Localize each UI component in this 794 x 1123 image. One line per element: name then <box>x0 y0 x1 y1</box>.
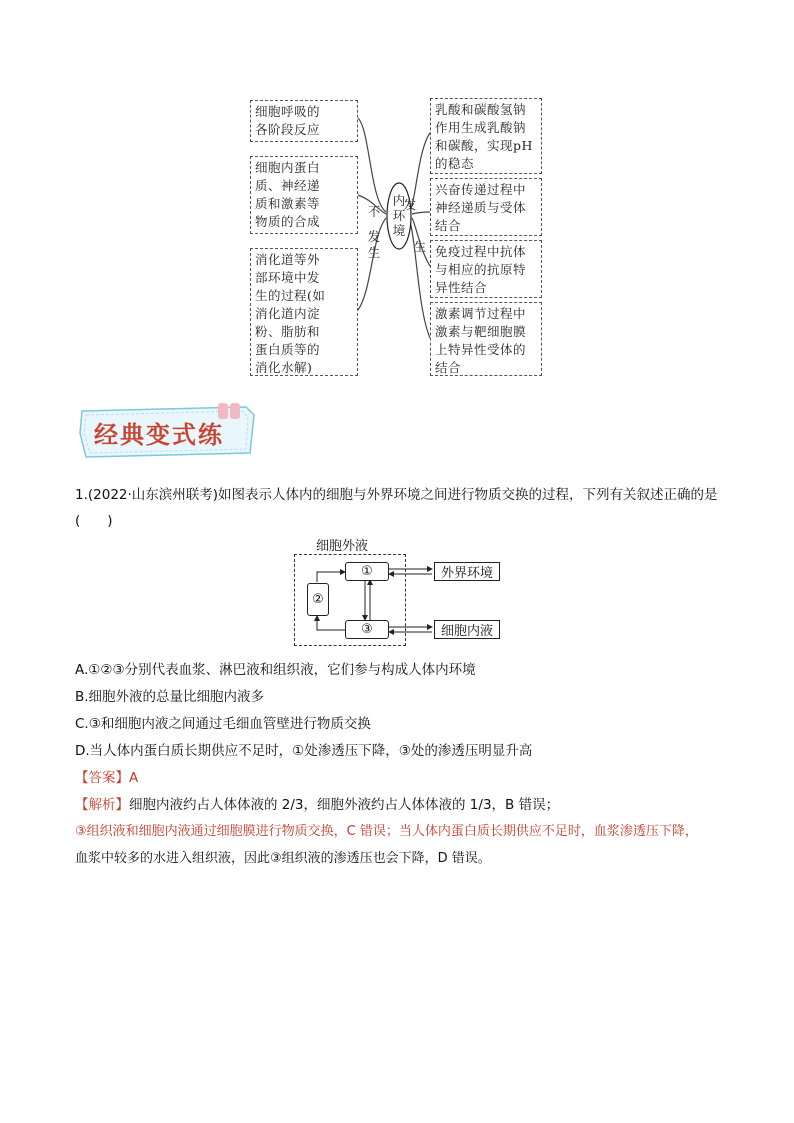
answer-label: 【答案】 <box>75 770 129 786</box>
intracellular-fluid-box: 细胞内液 <box>434 620 500 639</box>
right-label-char: 发 <box>403 197 417 212</box>
analysis-text: ③组织液和细胞内液通过细胞膜进行物质交换，C 错误；当人体内蛋白质长期供应不足时，血浆渗透压下降， <box>75 824 698 839</box>
mindmap-right-item: 乳酸和碳酸氢钠 作用生成乳酸钠 和碳酸，实现pH 的稳态 <box>430 98 542 174</box>
center-char: 境 <box>392 223 406 238</box>
center-char: 内 <box>392 193 406 208</box>
answer-line <box>75 769 138 787</box>
answer-value: A <box>129 770 139 786</box>
left-label-char: 发 <box>367 229 381 244</box>
extracellular-label: 细胞外液 <box>316 539 369 554</box>
mindmap-right-item: 免疫过程中抗体 与相应的抗原特 异性结合 <box>430 240 542 298</box>
option-c: C.③和细胞内液之间通过毛细血管壁进行物质交换 <box>75 716 371 732</box>
mindmap-left-item: 消化道等外 部环境中发 生的过程(如 消化道内淀 粉、脂肪和 蛋白质等的 消化水解) <box>250 248 358 376</box>
mindmap-right-item: 激素调节过程中 激素与靶细胞膜 上特异性受体的 结合 <box>430 302 542 376</box>
analysis-text: 细胞内液约占人体体液的 2/3，细胞外液约占人体体液的 1/3，B 错误； <box>129 797 560 813</box>
external-environment-box: 外界环境 <box>434 562 500 581</box>
right-label-char: 生 <box>413 239 427 254</box>
left-label-char: 生 <box>367 245 381 260</box>
node-1: ① <box>345 562 389 581</box>
banner-title: 经典变式练 <box>94 421 224 449</box>
mindmap-left-item: 细胞内蛋白 质、神经递 质和激素等 物质的合成 <box>250 156 358 234</box>
analysis-text: 血浆中较多的水进入组织液，因此③组织液的渗透压也会下降，D 错误。 <box>75 851 491 866</box>
node-3: ③ <box>345 620 389 639</box>
left-label-char: 不 <box>367 204 381 219</box>
node-2: ② <box>307 583 329 616</box>
mindmap-right-item: 兴奋传递过程中 神经递质与受体 结合 <box>430 178 542 236</box>
option-d: D.当人体内蛋白质长期供应不足时，①处渗透压下降，③处的渗透压明显升高 <box>75 743 533 759</box>
center-char: 环 <box>392 208 406 223</box>
analysis-label: 【解析】 <box>75 797 129 813</box>
analysis-line <box>75 796 559 814</box>
mindmap-left-item: 细胞呼吸的 各阶段反应 <box>250 100 358 142</box>
option-b: B.细胞外液的总量比细胞内液多 <box>75 689 265 705</box>
option-a: A.①②③分别代表血浆、淋巴液和组织液，它们参与构成人体内环境 <box>75 662 476 678</box>
question-blank: ( ) <box>75 513 113 529</box>
question-stem: 1.(2022·山东滨州联考)如图表示人体内的细胞与外界环境之间进行物质交换的过程，下列有关叙述正确的是 <box>75 487 718 503</box>
